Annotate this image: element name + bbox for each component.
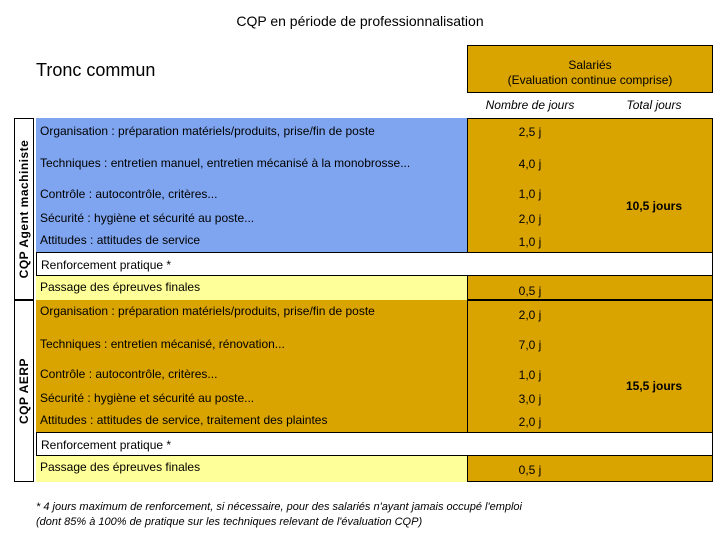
days-value: 7,0 j — [518, 338, 542, 352]
table-row: Passage des épreuves finales — [36, 456, 467, 482]
tronc-commun-label: Tronc commun — [36, 60, 156, 80]
days-value: 1,0 j — [518, 235, 542, 249]
days-value: 0,5 j — [518, 463, 542, 477]
table-row: Sécurité : hygiène et sécurité au poste... — [36, 386, 467, 410]
days-value: 0,5 j — [518, 284, 542, 298]
table-row: Organisation : préparation matériels/produits, prise/fin de poste — [36, 300, 467, 328]
salaries-title: Salariés — [568, 58, 612, 72]
table-row: Renforcement pratique * — [36, 432, 713, 456]
table-row: Renforcement pratique * — [36, 252, 713, 276]
days-value: 4,0 j — [518, 157, 542, 171]
days-value: 2,5 j — [518, 125, 542, 139]
days-value: 3,0 j — [518, 392, 542, 406]
table-row: Techniques : entretien mécanisé, rénovation... — [36, 328, 467, 362]
page-title: CQP en période de professionnalisation — [236, 13, 484, 29]
table-row: Techniques : entretien manuel, entretien mécanisé à la monobrosse... — [36, 147, 467, 180]
section-label-agent-machiniste: CQP Agent machiniste — [14, 118, 34, 300]
footnote-line-1: * 4 jours maximum de renforcement, si nécessaire, pour des salariés n'ayant jamais occupé l'emploi — [36, 501, 522, 513]
table-row: Contrôle : autocontrôle, critères... — [36, 180, 467, 206]
footnote-line-2: (dont 85% à 100% de pratique sur les techniques relevant de l'évaluation CQP) — [36, 516, 423, 528]
table-row: Organisation : préparation matériels/produits, prise/fin de poste — [36, 118, 467, 147]
days-value: 1,0 j — [518, 368, 542, 382]
days-value: 1,0 j — [518, 187, 542, 201]
footnote — [36, 500, 522, 530]
table-row: Contrôle : autocontrôle, critères... — [36, 362, 467, 386]
days-value: 2,0 j — [518, 212, 542, 226]
col-header-nombre: Nombre de jours — [485, 98, 575, 112]
total-days-aerp: 15,5 jours — [625, 379, 683, 393]
table-row: Attitudes : attitudes de service — [36, 230, 467, 252]
total-days-agent-machiniste: 10,5 jours — [625, 199, 683, 213]
table-row: Attitudes : attitudes de service, traitement des plaintes — [36, 410, 467, 432]
col-header-total: Total jours — [626, 98, 682, 112]
days-value: 2,0 j — [518, 308, 542, 322]
salaries-subtitle: (Evaluation continue comprise) — [507, 73, 673, 87]
table-row: Sécurité : hygiène et sécurité au poste... — [36, 206, 467, 230]
days-value: 2,0 j — [518, 415, 542, 429]
section-label-aerp: CQP AERP — [14, 300, 34, 482]
salaries-header — [467, 45, 713, 93]
table-row: Passage des épreuves finales — [36, 276, 467, 300]
